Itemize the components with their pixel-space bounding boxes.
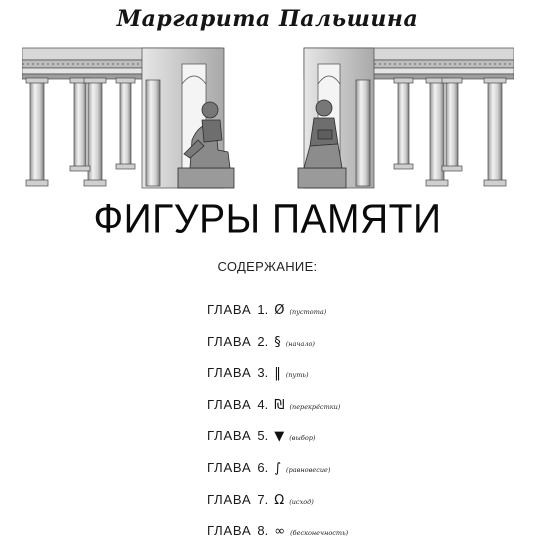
chapter-number: 5. (257, 428, 269, 444)
chapter-number: 6. (257, 459, 269, 475)
down-triangle-icon: ▼ (274, 429, 285, 445)
chapter-item-3[interactable] (207, 365, 527, 397)
omega-icon: Ω (274, 492, 285, 508)
colonnade-illustration (22, 44, 514, 194)
chapter-number: 8. (257, 523, 269, 539)
chapter-word: ГЛАВА (207, 459, 252, 475)
infinity-icon: ∞ (274, 524, 286, 540)
chapter-word: ГЛАВА (207, 428, 252, 444)
chapter-number: 2. (257, 333, 269, 349)
chapter-word: ГЛАВА (207, 333, 252, 349)
chapter-note: (перекрёстки) (289, 402, 341, 411)
chapter-word: ГЛАВА (207, 302, 252, 317)
author-name: Маргарита Пальшина (116, 6, 419, 32)
chapter-item-8[interactable] (207, 523, 527, 555)
crossroads-icon: ₪ (274, 397, 285, 413)
chapter-note: (бесконечность) (290, 529, 349, 538)
chapter-word: ГЛАВА (207, 523, 252, 539)
parallel-lines-icon: ‖ (274, 366, 281, 382)
chapter-number: 3. (257, 365, 269, 381)
table-of-contents (207, 302, 527, 555)
book-title: ФИГУРЫ ПАМЯТИ (93, 196, 442, 243)
chapter-word: ГЛАВА (207, 396, 252, 412)
chapter-word: ГЛАВА (207, 491, 252, 507)
colonnade-icon (22, 44, 514, 194)
chapter-item-4[interactable] (207, 397, 527, 429)
chapter-item-7[interactable] (207, 492, 527, 524)
left-colonnade (22, 48, 234, 188)
chapter-number: 1. (257, 302, 269, 317)
chapter-note: (путь) (285, 371, 309, 380)
section-sign-icon: § (274, 334, 281, 350)
chapter-note: (пустота) (289, 308, 327, 316)
contents-heading: СОДЕРЖАНИЕ: (217, 259, 318, 274)
empty-set-icon: Ø (274, 303, 285, 318)
chapter-number: 7. (257, 491, 269, 507)
chapter-item-5[interactable] (207, 428, 527, 460)
chapter-note: (выбор) (289, 434, 316, 443)
chapter-word: ГЛАВА (207, 365, 252, 381)
chapter-note: (исход) (289, 497, 314, 506)
chapter-item-6[interactable] (207, 460, 527, 492)
chapter-note: (начало) (285, 339, 315, 348)
integral-icon: ∫ (274, 460, 282, 476)
chapter-item-2[interactable] (207, 334, 527, 366)
chapter-item-1[interactable] (207, 302, 527, 334)
chapter-note: (равновесие) (286, 465, 331, 474)
chapter-number: 4. (257, 396, 269, 412)
right-colonnade (298, 48, 514, 188)
